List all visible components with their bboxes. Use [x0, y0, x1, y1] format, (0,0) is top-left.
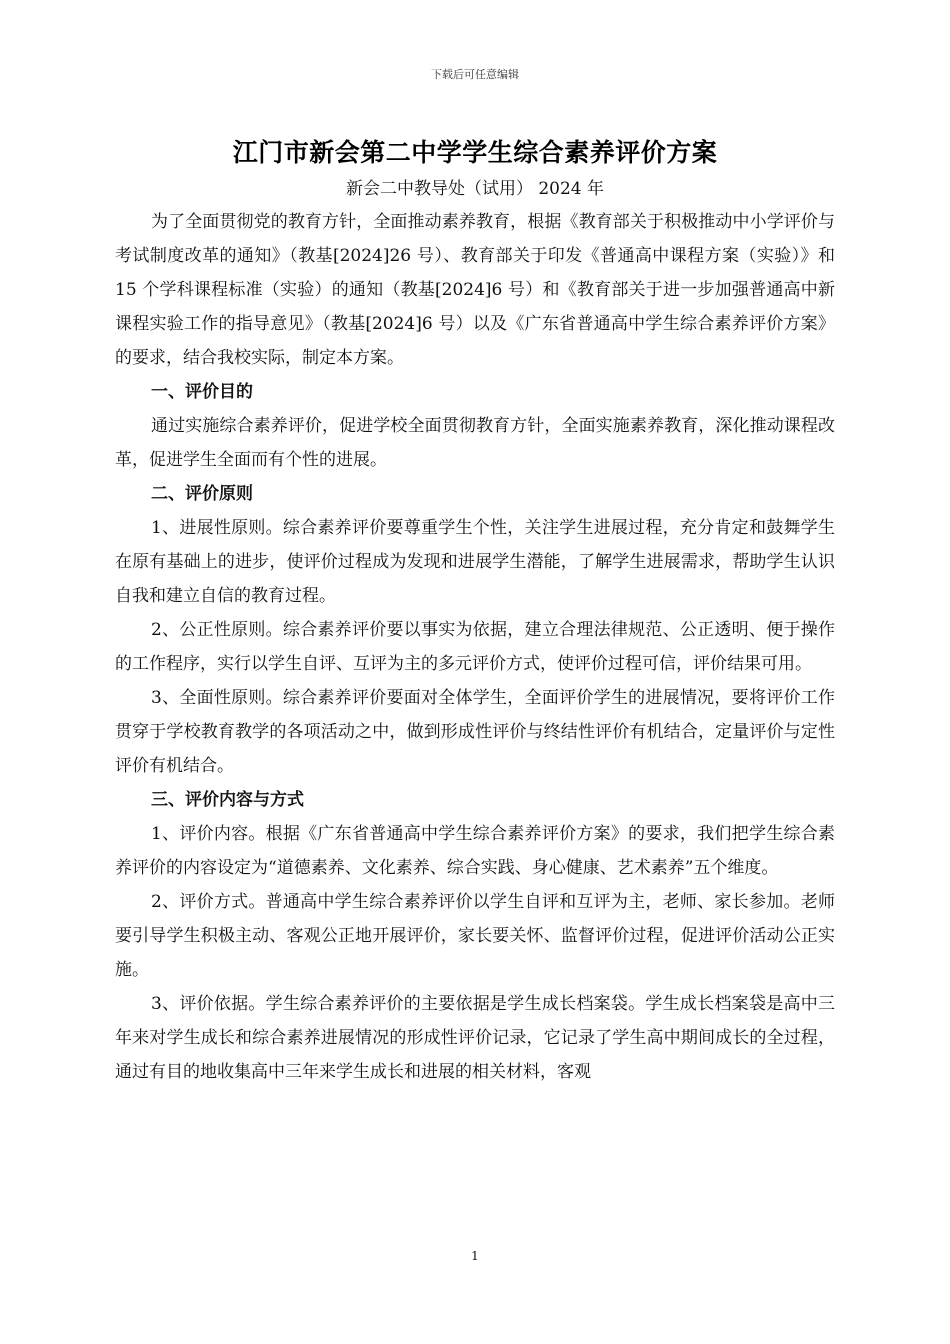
- section-heading-purpose: 一、评价目的: [151, 382, 253, 402]
- section-heading-content-methods: 三、评价内容与方式: [151, 790, 304, 810]
- paragraph: 通过实施综合素养评价，促进学校全面贯彻教育方针，全面实施素养教育，深化推动课程改革，促进学生全面而有个性的进展。: [115, 416, 835, 470]
- document-body: [115, 205, 835, 1089]
- section-heading-principles: 二、评价原则: [151, 484, 253, 504]
- paragraph: 3、全面性原则。综合素养评价要面对全体学生，全面评价学生的进展情况，要将评价工作贯穿于学校教育教学的各项活动之中，做到形成性评价与终结性评价有机结合，定量评价与定性评价有机结合。: [115, 688, 835, 776]
- document-title: 江门市新会第二中学学生综合素养评价方案: [232, 138, 718, 167]
- document-subtitle: 新会二中教导处（试用） 2024 年: [345, 179, 605, 199]
- paragraph: 2、公正性原则。综合素养评价要以事实为依据，建立合理法律规范、公正透明、便于操作的工作程序，实行以学生自评、互评为主的多元评价方式，使评价过程可信，评价结果可用。: [115, 620, 835, 674]
- paragraph: 3、评价依据。学生综合素养评价的主要依据是学生成长档案袋。学生成长档案袋是高中三年来对学生成长和综合素养进展情况的形成性评价记录，它记录了学生高中期间成长的全过程，通过有目的地收集高中三年来学生成长和进展的相关材料，客观: [115, 994, 835, 1082]
- page-number: 1: [471, 1249, 479, 1263]
- header-note: 下载后可任意编辑: [431, 68, 519, 81]
- intro-paragraph: 为了全面贯彻党的教育方针，全面推动素养教育，根据《教育部关于积极推动中小学评价与考试制度改革的通知》（教基[2024]26 号）、教育部关于印发《普通高中课程方案（实验）》和 15 个学科课程标准（实验）的通知（教基[2024]6 号）和《教育部关于进一步加强普通高中新课程实验工作的指导意见》（教基[2024]6 号）以及《广东省普通高中学生综合素养评价方案》的要求，结合我校实际，制定本方案。: [115, 212, 835, 368]
- paragraph: 2、评价方式。普通高中学生综合素养评价以学生自评和互评为主，老师、家长参加。老师要引导学生积极主动、客观公正地开展评价，家长要关怀、监督评价过程，促进评价活动公正实施。: [115, 892, 835, 980]
- paragraph: 1、评价内容。根据《广东省普通高中学生综合素养评价方案》的要求，我们把学生综合素养评价的内容设定为“道德素养、文化素养、综合实践、身心健康、艺术素养”五个维度。: [115, 824, 835, 878]
- paragraph: 1、进展性原则。综合素养评价要尊重学生个性，关注学生进展过程，充分肯定和鼓舞学生在原有基础上的进步，使评价过程成为发现和进展学生潜能，了解学生进展需求，帮助学生认识自我和建立自信的教育过程。: [115, 518, 835, 606]
